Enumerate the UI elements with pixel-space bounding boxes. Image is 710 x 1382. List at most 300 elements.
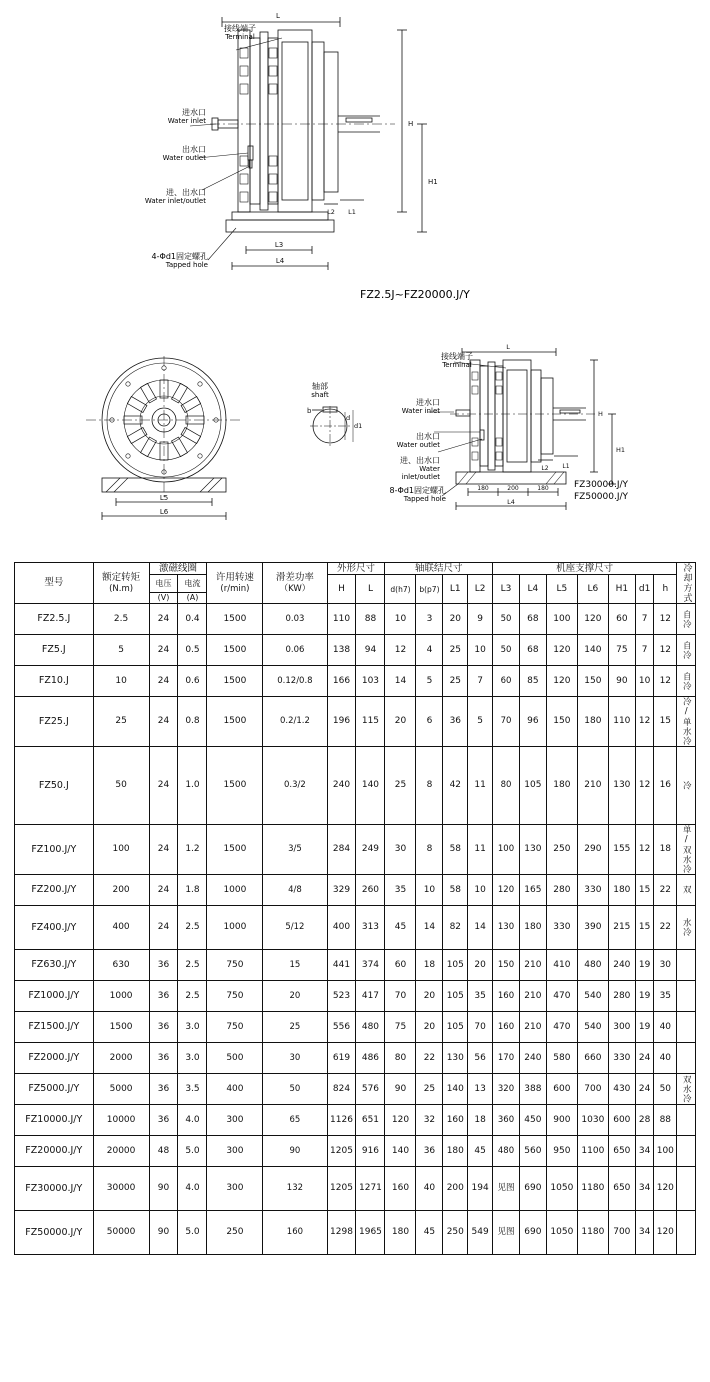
header-L6: L6 — [577, 575, 608, 604]
cell-a: 0.5 — [178, 635, 207, 666]
cell-L4: 96 — [519, 697, 546, 747]
cell-L1: 25 — [443, 635, 468, 666]
cell-L5: 410 — [546, 950, 577, 981]
cell-d: 120 — [385, 1105, 416, 1136]
label-tapped-hole-right: 8-Φd1固定螺孔 Tapped hole — [389, 486, 446, 504]
cell-slip: 0.06 — [263, 635, 327, 666]
cell-L: 916 — [356, 1136, 385, 1167]
cell-torque: 200 — [93, 875, 149, 906]
cell-model: FZ100.J/Y — [15, 825, 94, 875]
cell-model: FZ30000.J/Y — [15, 1167, 94, 1211]
cell-H: 138 — [327, 635, 356, 666]
cell-torque: 30000 — [93, 1167, 149, 1211]
cell-H: 196 — [327, 697, 356, 747]
cell-speed: 1500 — [207, 697, 263, 747]
cell-b: 18 — [416, 950, 443, 981]
cell-L6: 290 — [577, 825, 608, 875]
svg-text:L2: L2 — [327, 208, 335, 216]
svg-text:H1: H1 — [428, 178, 438, 186]
cell-L1: 42 — [443, 747, 468, 825]
cell-v: 36 — [149, 1105, 178, 1136]
cell-L1: 82 — [443, 906, 468, 950]
cell-speed: 1500 — [207, 825, 263, 875]
cell-L4: 85 — [519, 666, 546, 697]
cell-L2: 14 — [468, 906, 493, 950]
cell-L: 115 — [356, 697, 385, 747]
cell-h: 40 — [654, 1012, 677, 1043]
cell-h: 88 — [654, 1105, 677, 1136]
cell-torque: 2.5 — [93, 604, 149, 635]
cell-L5: 150 — [546, 697, 577, 747]
cell-speed: 400 — [207, 1074, 263, 1105]
cell-d1: 12 — [635, 747, 654, 825]
cell-L3: 160 — [493, 981, 520, 1012]
cell-L2: 20 — [468, 950, 493, 981]
svg-text:L: L — [276, 12, 280, 20]
cell-L2: 11 — [468, 747, 493, 825]
cell-H1: 110 — [608, 697, 635, 747]
cell-d1: 7 — [635, 635, 654, 666]
cell-h: 22 — [654, 906, 677, 950]
cell-L5: 900 — [546, 1105, 577, 1136]
cell-v: 90 — [149, 1167, 178, 1211]
cell-v: 24 — [149, 825, 178, 875]
cell-v: 24 — [149, 697, 178, 747]
cell-model: FZ400.J/Y — [15, 906, 94, 950]
cell-H1: 240 — [608, 950, 635, 981]
cell-torque: 25 — [93, 697, 149, 747]
cell-h: 16 — [654, 747, 677, 825]
cell-L: 486 — [356, 1043, 385, 1074]
cell-speed: 750 — [207, 950, 263, 981]
cell-torque: 10 — [93, 666, 149, 697]
cell-model: FZ10.J — [15, 666, 94, 697]
cell-L4: 560 — [519, 1136, 546, 1167]
cell-L6: 660 — [577, 1043, 608, 1074]
cell-h: 100 — [654, 1136, 677, 1167]
cell-torque: 10000 — [93, 1105, 149, 1136]
cell-L4: 68 — [519, 635, 546, 666]
cell-speed: 1500 — [207, 604, 263, 635]
cell-L4: 165 — [519, 875, 546, 906]
cell-L4: 210 — [519, 950, 546, 981]
cell-L2: 7 — [468, 666, 493, 697]
cell-L1: 20 — [443, 604, 468, 635]
table-header-groups — [15, 563, 696, 575]
label-water-outlet-right: 出水口 Water outlet — [396, 432, 440, 450]
cell-L6: 540 — [577, 1012, 608, 1043]
cell-L3: 120 — [493, 875, 520, 906]
cell-L3: 360 — [493, 1105, 520, 1136]
label-terminal-right: 接线端子 Terminal — [441, 352, 473, 370]
cell-slip: 25 — [263, 1012, 327, 1043]
svg-text:d1: d1 — [354, 422, 363, 430]
cell-d: 20 — [385, 697, 416, 747]
table-row — [15, 950, 696, 981]
cell-cooling: 单/双水冷 — [677, 825, 696, 875]
header-model: 型号 — [15, 563, 94, 604]
cell-a: 3.0 — [178, 1012, 207, 1043]
cell-L1: 36 — [443, 697, 468, 747]
cell-L: 140 — [356, 747, 385, 825]
cell-speed: 1500 — [207, 747, 263, 825]
cell-slip: 30 — [263, 1043, 327, 1074]
cell-slip: 5/12 — [263, 906, 327, 950]
cell-L3: 320 — [493, 1074, 520, 1105]
cell-H1: 650 — [608, 1167, 635, 1211]
table-row — [15, 875, 696, 906]
cell-cooling — [677, 1105, 696, 1136]
cell-d: 10 — [385, 604, 416, 635]
cell-L1: 58 — [443, 875, 468, 906]
cell-b: 8 — [416, 747, 443, 825]
cell-h: 12 — [654, 635, 677, 666]
cell-slip: 3/5 — [263, 825, 327, 875]
cell-v: 36 — [149, 981, 178, 1012]
cell-L2: 35 — [468, 981, 493, 1012]
cell-model: FZ1000.J/Y — [15, 981, 94, 1012]
header-current: 电流 — [178, 575, 207, 593]
header-d1: d1 — [635, 575, 654, 604]
cell-a: 3.0 — [178, 1043, 207, 1074]
cell-L6: 330 — [577, 875, 608, 906]
header-voltage-unit: (V) — [149, 593, 178, 604]
cell-v: 36 — [149, 1012, 178, 1043]
cell-L5: 330 — [546, 906, 577, 950]
cell-H1: 280 — [608, 981, 635, 1012]
header-H: H — [327, 575, 356, 604]
svg-text:H: H — [408, 120, 414, 128]
cell-v: 36 — [149, 950, 178, 981]
svg-text:L4: L4 — [507, 498, 515, 506]
cell-H1: 430 — [608, 1074, 635, 1105]
cell-H: 523 — [327, 981, 356, 1012]
cell-L5: 1050 — [546, 1167, 577, 1211]
cell-v: 24 — [149, 747, 178, 825]
cell-d1: 34 — [635, 1136, 654, 1167]
cell-L6: 1180 — [577, 1167, 608, 1211]
cell-cooling — [677, 950, 696, 981]
cell-L3: 50 — [493, 604, 520, 635]
label-terminal: 接线端子 Terminal — [224, 24, 256, 42]
cell-b: 22 — [416, 1043, 443, 1074]
cell-speed: 750 — [207, 1012, 263, 1043]
cell-h: 40 — [654, 1043, 677, 1074]
cell-b: 20 — [416, 981, 443, 1012]
cell-H: 1298 — [327, 1211, 356, 1255]
cell-cooling: 自冷 — [677, 666, 696, 697]
cell-v: 36 — [149, 1043, 178, 1074]
cell-d1: 19 — [635, 1012, 654, 1043]
cell-L: 417 — [356, 981, 385, 1012]
cell-L2: 194 — [468, 1167, 493, 1211]
cell-cooling: 双 — [677, 875, 696, 906]
cell-speed: 250 — [207, 1211, 263, 1255]
cell-L: 103 — [356, 666, 385, 697]
cell-L5: 1050 — [546, 1211, 577, 1255]
header-L3: L3 — [493, 575, 520, 604]
cell-L2: 45 — [468, 1136, 493, 1167]
cell-a: 2.5 — [178, 981, 207, 1012]
cell-H1: 155 — [608, 825, 635, 875]
cell-L1: 250 — [443, 1211, 468, 1255]
cell-slip: 0.03 — [263, 604, 327, 635]
cell-H: 329 — [327, 875, 356, 906]
cell-b: 5 — [416, 666, 443, 697]
table-row — [15, 1074, 696, 1105]
cell-torque: 630 — [93, 950, 149, 981]
cell-cooling — [677, 1012, 696, 1043]
header-L5: L5 — [546, 575, 577, 604]
label-tapped-hole: 4-Φd1固定螺孔 Tapped hole — [151, 252, 208, 270]
cell-L5: 580 — [546, 1043, 577, 1074]
cell-d: 60 — [385, 950, 416, 981]
cell-L2: 11 — [468, 825, 493, 875]
table-row — [15, 1136, 696, 1167]
cell-slip: 50 — [263, 1074, 327, 1105]
cell-L5: 600 — [546, 1074, 577, 1105]
label-water-inlet-outlet-right: 进、出水口 Water inlet/outlet — [400, 456, 440, 482]
right-model-caption-1: FZ30000.J/Y — [574, 480, 629, 490]
svg-text:L5: L5 — [159, 494, 169, 502]
cell-L4: 105 — [519, 747, 546, 825]
cell-d1: 34 — [635, 1167, 654, 1211]
cell-d: 25 — [385, 747, 416, 825]
cell-L5: 280 — [546, 875, 577, 906]
svg-text:180: 180 — [537, 485, 549, 492]
cell-v: 24 — [149, 906, 178, 950]
svg-text:L4: L4 — [275, 257, 285, 265]
cell-H1: 650 — [608, 1136, 635, 1167]
cell-a: 0.4 — [178, 604, 207, 635]
cell-torque: 20000 — [93, 1136, 149, 1167]
svg-text:H1: H1 — [616, 446, 626, 454]
cell-L2: 70 — [468, 1012, 493, 1043]
cell-torque: 5 — [93, 635, 149, 666]
cell-L3: 见图 — [493, 1167, 520, 1211]
cell-d1: 15 — [635, 906, 654, 950]
cell-L6: 1100 — [577, 1136, 608, 1167]
cell-H: 400 — [327, 906, 356, 950]
cell-L4: 690 — [519, 1211, 546, 1255]
table-row — [15, 1167, 696, 1211]
cell-b: 3 — [416, 604, 443, 635]
cell-a: 1.0 — [178, 747, 207, 825]
cell-L6: 540 — [577, 981, 608, 1012]
cell-v: 24 — [149, 875, 178, 906]
cell-L1: 130 — [443, 1043, 468, 1074]
cell-v: 90 — [149, 1211, 178, 1255]
cell-cooling: 双水冷 — [677, 1074, 696, 1105]
cell-L: 651 — [356, 1105, 385, 1136]
cell-L3: 见图 — [493, 1211, 520, 1255]
cell-model: FZ5000.J/Y — [15, 1074, 94, 1105]
cell-cooling — [677, 1136, 696, 1167]
header-torque: 额定转矩 (N.m) — [93, 563, 149, 604]
cell-h: 120 — [654, 1211, 677, 1255]
cell-L4: 690 — [519, 1167, 546, 1211]
cell-L1: 180 — [443, 1136, 468, 1167]
cell-L3: 50 — [493, 635, 520, 666]
cell-L3: 130 — [493, 906, 520, 950]
cell-d1: 19 — [635, 950, 654, 981]
header-b: b(p7) — [416, 575, 443, 604]
cell-h: 12 — [654, 604, 677, 635]
cell-torque: 2000 — [93, 1043, 149, 1074]
cell-L4: 450 — [519, 1105, 546, 1136]
cell-slip: 160 — [263, 1211, 327, 1255]
cell-L5: 250 — [546, 825, 577, 875]
cell-model: FZ50.J — [15, 747, 94, 825]
cell-cooling — [677, 1043, 696, 1074]
cell-L5: 120 — [546, 635, 577, 666]
cell-a: 5.0 — [178, 1211, 207, 1255]
table-row — [15, 697, 696, 747]
cell-v: 24 — [149, 604, 178, 635]
cell-d: 30 — [385, 825, 416, 875]
cell-torque: 400 — [93, 906, 149, 950]
cell-d1: 28 — [635, 1105, 654, 1136]
table-row — [15, 1043, 696, 1074]
cell-L3: 480 — [493, 1136, 520, 1167]
svg-text:H: H — [598, 410, 603, 418]
cell-L5: 120 — [546, 666, 577, 697]
cell-L: 576 — [356, 1074, 385, 1105]
svg-text:L6: L6 — [159, 508, 169, 516]
cell-d: 75 — [385, 1012, 416, 1043]
cell-L6: 1030 — [577, 1105, 608, 1136]
cell-slip: 0.3/2 — [263, 747, 327, 825]
cell-b: 45 — [416, 1211, 443, 1255]
cell-L2: 9 — [468, 604, 493, 635]
cell-L6: 700 — [577, 1074, 608, 1105]
cell-L2: 18 — [468, 1105, 493, 1136]
header-L2: L2 — [468, 575, 493, 604]
svg-text:L1: L1 — [562, 463, 570, 470]
cell-d1: 24 — [635, 1043, 654, 1074]
svg-text:L2: L2 — [541, 465, 549, 472]
cell-h: 30 — [654, 950, 677, 981]
cell-d1: 34 — [635, 1211, 654, 1255]
cell-model: FZ25.J — [15, 697, 94, 747]
cell-L: 480 — [356, 1012, 385, 1043]
cell-L: 249 — [356, 825, 385, 875]
cell-cooling — [677, 981, 696, 1012]
header-H1: H1 — [608, 575, 635, 604]
cell-L2: 549 — [468, 1211, 493, 1255]
cell-H: 284 — [327, 825, 356, 875]
cell-model: FZ2000.J/Y — [15, 1043, 94, 1074]
cell-a: 3.5 — [178, 1074, 207, 1105]
cell-L1: 105 — [443, 950, 468, 981]
cell-d: 45 — [385, 906, 416, 950]
cell-speed: 300 — [207, 1105, 263, 1136]
cell-b: 8 — [416, 825, 443, 875]
cell-d: 12 — [385, 635, 416, 666]
cell-L1: 200 — [443, 1167, 468, 1211]
cell-d1: 12 — [635, 697, 654, 747]
cell-speed: 750 — [207, 981, 263, 1012]
cell-L3: 170 — [493, 1043, 520, 1074]
cell-a: 0.8 — [178, 697, 207, 747]
cell-d1: 15 — [635, 875, 654, 906]
cell-h: 18 — [654, 825, 677, 875]
table-row — [15, 1012, 696, 1043]
cell-L: 374 — [356, 950, 385, 981]
cell-a: 1.8 — [178, 875, 207, 906]
cell-L6: 120 — [577, 604, 608, 635]
cell-b: 10 — [416, 875, 443, 906]
table-row — [15, 635, 696, 666]
end-view-drawing — [76, 350, 256, 525]
cell-L1: 160 — [443, 1105, 468, 1136]
cell-a: 2.5 — [178, 906, 207, 950]
cell-v: 48 — [149, 1136, 178, 1167]
header-L: L — [356, 575, 385, 604]
cell-L2: 10 — [468, 635, 493, 666]
cell-d1: 7 — [635, 604, 654, 635]
header-L4: L4 — [519, 575, 546, 604]
cell-L3: 80 — [493, 747, 520, 825]
table-row — [15, 825, 696, 875]
cell-L: 88 — [356, 604, 385, 635]
cell-speed: 1500 — [207, 666, 263, 697]
cell-b: 32 — [416, 1105, 443, 1136]
cell-speed: 500 — [207, 1043, 263, 1074]
cell-b: 6 — [416, 697, 443, 747]
cell-L2: 10 — [468, 875, 493, 906]
cell-H1: 330 — [608, 1043, 635, 1074]
cell-b: 14 — [416, 906, 443, 950]
cell-d: 14 — [385, 666, 416, 697]
cell-h: 35 — [654, 981, 677, 1012]
cell-torque: 50 — [93, 747, 149, 825]
cell-L4: 240 — [519, 1043, 546, 1074]
table-row — [15, 1211, 696, 1255]
label-water-outlet: 出水口 Water outlet — [162, 145, 206, 163]
cell-L: 94 — [356, 635, 385, 666]
cell-slip: 65 — [263, 1105, 327, 1136]
cell-L4: 68 — [519, 604, 546, 635]
label-water-inlet-outlet: 进、出水口 Water inlet/outlet — [144, 188, 206, 206]
cell-H: 166 — [327, 666, 356, 697]
svg-text:d: d — [346, 414, 351, 422]
header-cooling: 冷却方式 — [677, 563, 696, 604]
cell-L3: 100 — [493, 825, 520, 875]
cell-L6: 210 — [577, 747, 608, 825]
header-current-unit: (A) — [178, 593, 207, 604]
cell-model: FZ2.5.J — [15, 604, 94, 635]
cell-H1: 300 — [608, 1012, 635, 1043]
cell-L: 313 — [356, 906, 385, 950]
cell-H: 1126 — [327, 1105, 356, 1136]
cell-L5: 470 — [546, 981, 577, 1012]
header-L1: L1 — [443, 575, 468, 604]
cell-d1: 19 — [635, 981, 654, 1012]
cell-L1: 58 — [443, 825, 468, 875]
cell-cooling — [677, 1167, 696, 1211]
header-slip-power: 滑差功率 （KW） — [263, 563, 327, 604]
cell-slip: 90 — [263, 1136, 327, 1167]
header-base-dims: 机座支撑尺寸 — [493, 563, 677, 575]
cell-slip: 132 — [263, 1167, 327, 1211]
cell-H1: 60 — [608, 604, 635, 635]
right-model-caption-2: FZ50000.J/Y — [574, 492, 629, 502]
cell-d: 35 — [385, 875, 416, 906]
cell-H: 824 — [327, 1074, 356, 1105]
cell-H: 556 — [327, 1012, 356, 1043]
cell-L5: 470 — [546, 1012, 577, 1043]
